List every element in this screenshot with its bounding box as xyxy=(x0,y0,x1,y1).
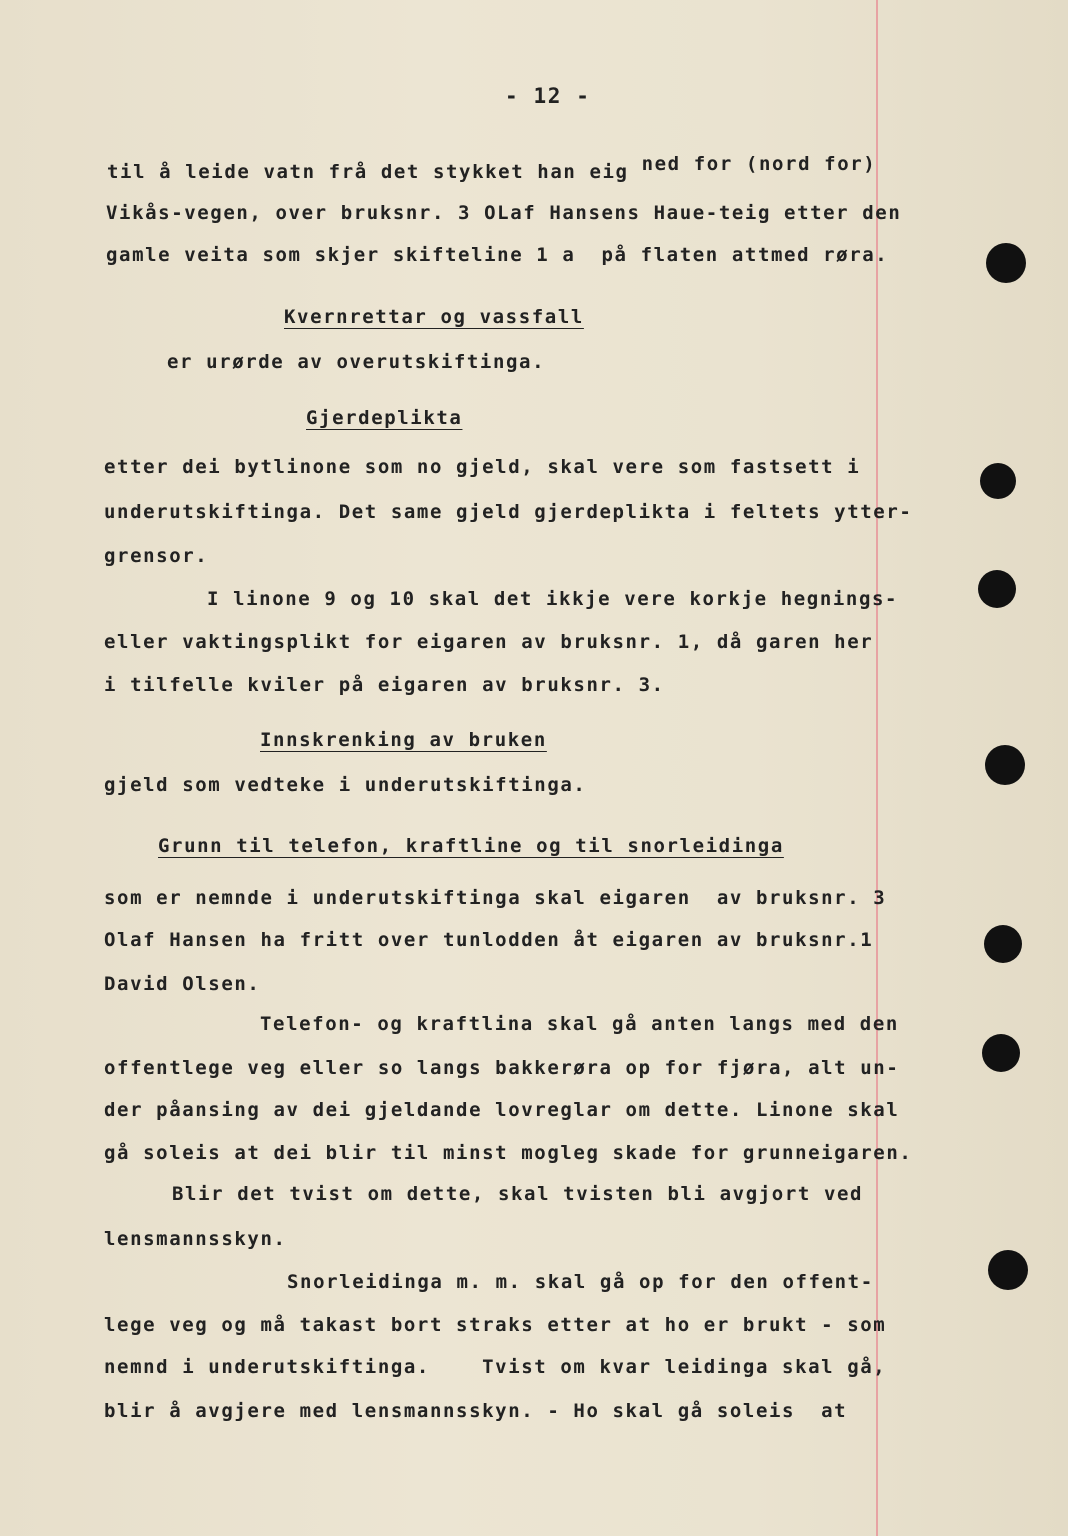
text-line: eller vaktingsplikt for eigaren av bruksnr. 1, då garen her xyxy=(104,631,874,653)
text-line: Telefon- og kraftlina skal gå anten langs med den xyxy=(260,1013,899,1035)
text-line: grensor. xyxy=(104,545,209,567)
text-line: Olaf Hansen ha fritt over tunlodden åt eigaren av bruksnr.1 xyxy=(104,929,874,951)
section-heading: Grunn til telefon, kraftline og til snorleidinga xyxy=(158,835,784,857)
text-line xyxy=(107,153,877,184)
text-line: Snorleidinga m. m. skal gå op for den offent- xyxy=(287,1271,874,1293)
text-line: lege veg og må takast bort straks etter at ho er brukt - som xyxy=(104,1314,887,1336)
text-line: er urørde av overutskiftinga. xyxy=(167,351,546,373)
text-line: underutskiftinga. Det same gjeld gjerdeplikta i feltets ytter- xyxy=(104,501,913,523)
punch-hole-icon xyxy=(982,1034,1020,1072)
section-heading: Innskrenking av bruken xyxy=(260,729,547,751)
punch-hole-icon xyxy=(984,925,1022,963)
text-line: I linone 9 og 10 skal det ikkje vere korkje hegnings- xyxy=(207,588,899,610)
text-line: blir å avgjere med lensmannsskyn. - Ho skal gå soleis at xyxy=(104,1400,848,1422)
text-line: David Olsen. xyxy=(104,973,261,995)
text-line: gamle veita som skjer skifteline 1 a på flaten attmed røra. xyxy=(106,244,889,266)
punch-hole-icon xyxy=(986,243,1026,283)
text-line: gjeld som vedteke i underutskiftinga. xyxy=(104,774,587,796)
punch-hole-icon xyxy=(988,1250,1028,1290)
punch-hole-icon xyxy=(978,570,1016,608)
text-line-insertion: ned for (nord for) xyxy=(641,153,877,175)
text-line: etter dei bytlinone som no gjeld, skal vere som fastsett i xyxy=(104,456,861,478)
text-line: som er nemnde i underutskiftinga skal eigaren av bruksnr. 3 xyxy=(104,887,887,909)
text-line: Blir det tvist om dette, skal tvisten bli avgjort ved xyxy=(172,1183,864,1205)
text-line: gå soleis at dei blir til minst mogleg skade for grunneigaren. xyxy=(104,1142,913,1164)
page-number: - 12 - xyxy=(505,84,591,108)
text-line: der påansing av dei gjeldande lovreglar om dette. Linone skal xyxy=(104,1099,900,1121)
punch-hole-icon xyxy=(985,745,1025,785)
section-heading: Kvernrettar og vassfall xyxy=(284,306,584,328)
text-line: Vikås-vegen, over bruksnr. 3 OLaf Hansens Haue-teig etter den xyxy=(106,202,902,224)
text-line: lensmannsskyn. xyxy=(104,1228,287,1250)
text-line: i tilfelle kviler på eigaren av bruksnr. 3. xyxy=(104,674,665,696)
text-line: nemnd i underutskiftinga. Tvist om kvar leidinga skal gå, xyxy=(104,1356,887,1378)
text-line-part: til å leide vatn frå det stykket han eig xyxy=(107,161,642,183)
punch-hole-icon xyxy=(980,463,1016,499)
red-margin-line xyxy=(876,0,878,1536)
text-line: offentlege veg eller so langs bakkerøra op for fjøra, alt un- xyxy=(104,1057,900,1079)
section-heading: Gjerdeplikta xyxy=(306,407,463,429)
